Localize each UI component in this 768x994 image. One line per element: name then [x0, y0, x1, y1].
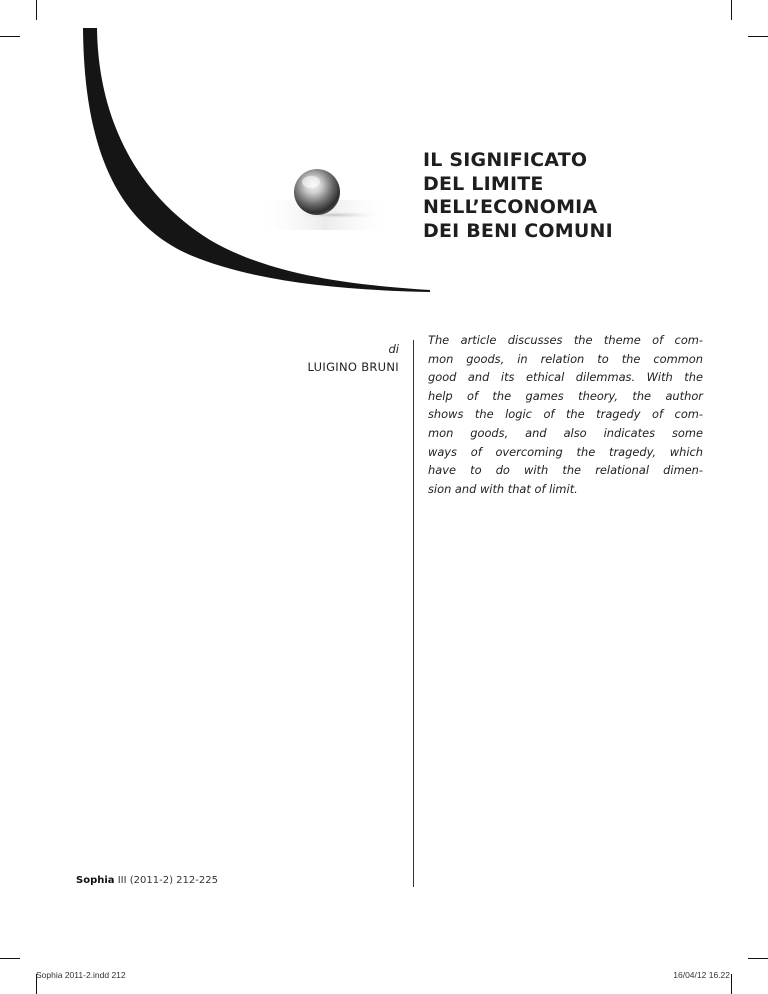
abstract-line: mon goods, and also indicates some: [428, 425, 703, 440]
byline: [199, 340, 399, 376]
glass-sphere: [294, 169, 340, 215]
journal-issue: III (2011-2): [117, 875, 173, 886]
abstract-line: have to do with the relational dimen-: [428, 463, 703, 478]
journal-pages: 212-225: [176, 875, 218, 886]
title-line: IL SIGNIFICATO: [423, 149, 588, 171]
abstract-line: sion and with that of limit.: [428, 481, 578, 496]
abstract-line: good and its ethical dilemmas. With the: [428, 370, 703, 385]
abstract-line: help of the games theory, the author: [428, 388, 703, 403]
print-slug-datetime: 16/04/12 16.22: [673, 970, 730, 980]
print-slug-file: Sophia 2011-2.indd 212: [36, 970, 126, 980]
abstract-line: shows the logic of the tragedy of com-: [428, 407, 703, 422]
abstract-line: mon goods, in relation to the common: [428, 351, 703, 366]
sphere-shadow: [287, 211, 383, 219]
swoosh-arc: [83, 28, 430, 292]
article-title: [423, 149, 723, 243]
byline-prefix: di: [388, 342, 399, 356]
title-line: DEI BENI COMUNI: [423, 219, 613, 242]
journal-name: Sophia: [76, 875, 115, 886]
abstract: [428, 331, 703, 498]
journal-citation: [76, 875, 218, 886]
title-line: NELL’ECONOMIA: [423, 196, 598, 218]
author-name: LUIGINO BRUNI: [307, 360, 399, 374]
title-line: DEL LIMITE: [423, 172, 544, 195]
sphere-highlight: [302, 176, 320, 188]
column-divider: [413, 340, 414, 887]
abstract-line: The article discusses the theme of com-: [428, 333, 703, 347]
abstract-line: ways of overcoming the tragedy, which: [428, 444, 703, 459]
